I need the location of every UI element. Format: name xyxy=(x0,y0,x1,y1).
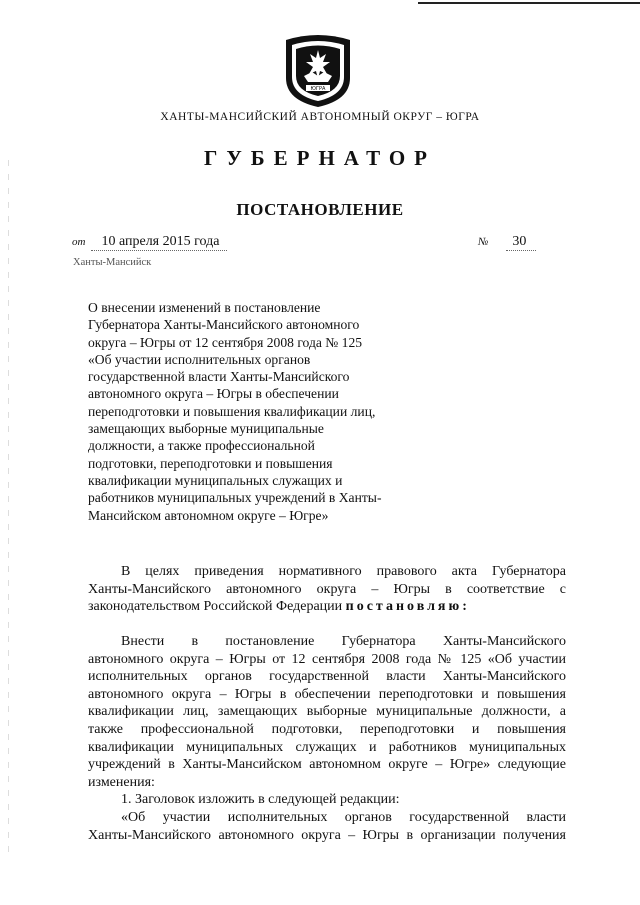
paragraph-line: квалификации муниципальных служащих и работников муниципальных xyxy=(88,739,566,755)
paragraph-line: квалификации лиц, замещающих выборные муниципальные должности, а xyxy=(88,704,566,720)
document-title xyxy=(88,299,428,524)
title-line: должности, а также профессиональной xyxy=(88,438,315,454)
top-rule xyxy=(418,2,640,4)
title-line: замещающих выборные муниципальные xyxy=(88,421,324,437)
title-line: государственной власти Ханты-Мансийского xyxy=(88,369,350,385)
item-1: 1. Заголовок изложить в следующей редакции: xyxy=(121,792,400,808)
preamble-line: В целях приведения нормативного правового акта Губернатора xyxy=(121,564,566,579)
title-line: подготовки, переподготовки и повышения xyxy=(88,455,333,471)
date-line xyxy=(72,234,227,251)
document-date: 10 апреля 2015 года xyxy=(91,234,227,251)
paragraph-line: исполнительных органов государственной власти Ханты-Мансийского xyxy=(88,669,566,685)
date-prefix: от xyxy=(72,236,86,248)
okrug-name: ХАНТЫ-МАНСИЙСКИЙ АВТОНОМНЫЙ ОКРУГ – ЮГРА xyxy=(160,111,480,123)
document-type: ПОСТАНОВЛЕНИЕ xyxy=(236,200,404,219)
coat-of-arms-emblem xyxy=(282,32,354,108)
paragraph-line: автономного округа – Югры в обеспечении переподготовки и повышения xyxy=(88,686,566,702)
document-number: 30 xyxy=(506,234,536,251)
title-line: квалификации муниципальных служащих и xyxy=(88,472,343,488)
title-line: переподготовки и повышения квалификации лиц, xyxy=(88,403,376,419)
paragraph-line: автономного округа – Югры от 12 сентября 2008 года № 125 «Об участии xyxy=(88,651,566,667)
paragraph-line: изменения: xyxy=(88,774,155,790)
issuer-title: ГУБЕРНАТОР xyxy=(203,146,437,170)
title-line: О внесении изменений в постановление xyxy=(88,300,321,315)
decree-word: постановляю: xyxy=(345,599,470,615)
title-line: работников муниципальных учреждений в Ханты- xyxy=(88,490,382,506)
paragraph-line: также профессиональной подготовки, переподготовки и повышения xyxy=(88,721,566,737)
title-line: Мансийском автономном округе – Югре» xyxy=(88,507,329,523)
title-line: Губернатора Ханты-Мансийского автономного xyxy=(88,317,360,333)
paragraph-1 xyxy=(88,633,566,844)
city: Ханты-Мансийск xyxy=(73,257,152,268)
title-line: округа – Югры от 12 сентября 2008 года № 125 xyxy=(88,334,363,350)
scan-edge xyxy=(8,160,9,860)
item-1-text-line: «Об участии исполнительных органов государственной власти xyxy=(121,809,566,825)
paragraph-line: учреждений в Ханты-Мансийском автономном округе – Югре» следующие xyxy=(88,757,566,773)
item-1-text-line: Ханты-Мансийского автономного округа – Югры в организации получения xyxy=(88,827,566,843)
paragraph-line: Внести в постановление Губернатора Ханты-Мансийского xyxy=(121,634,566,649)
preamble xyxy=(88,563,566,616)
number-line xyxy=(478,234,536,251)
svg-text:ЮГРА: ЮГРА xyxy=(310,86,326,92)
preamble-line-last: законодательством Российской Федерации постановляю: xyxy=(88,599,470,615)
number-prefix: № xyxy=(478,236,489,248)
title-line: «Об участии исполнительных органов xyxy=(88,351,311,367)
preamble-line: Ханты-Мансийского автономного округа – Югры в соответствие с xyxy=(88,581,566,597)
title-line: автономного округа – Югры в обеспечении xyxy=(88,386,339,402)
